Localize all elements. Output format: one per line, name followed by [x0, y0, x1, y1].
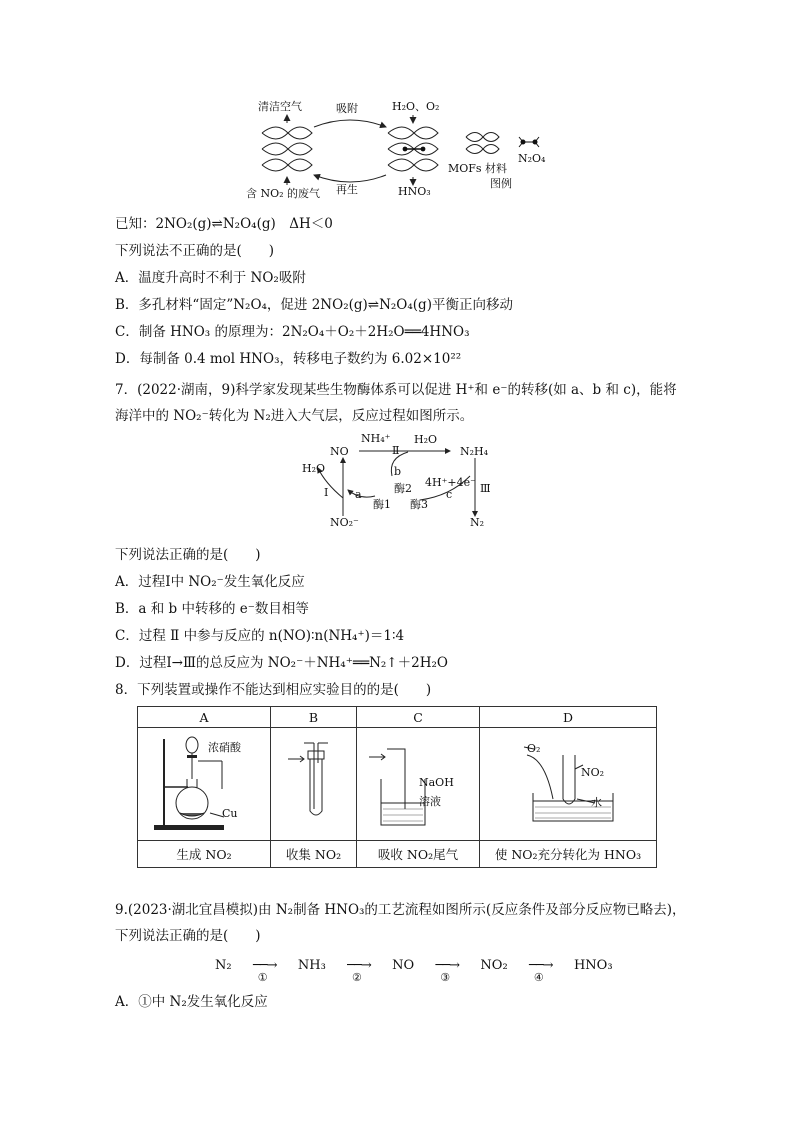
- label-solution: 溶液: [419, 795, 441, 808]
- label-o2: O₂: [527, 742, 541, 755]
- flow-step-4: ④: [533, 971, 544, 984]
- d-enzyme2: 酶2: [394, 482, 412, 495]
- q6-option-a: A．温度升高时不利于 NO₂吸附: [115, 270, 306, 286]
- mof-lattice-left: [262, 127, 312, 171]
- q7-option-d: D．过程Ⅰ→Ⅲ的总反应为 NO₂⁻＋NH₄⁺══N₂↑＋2H₂O: [115, 655, 448, 671]
- q9-line1: 9.(2023·湖北宜昌模拟)由 N₂制备 HNO₃的工艺流程如图所示(反应条件及部分反应物已略去)，: [115, 902, 686, 918]
- flow-arrow-1: ──→ ①: [252, 958, 277, 984]
- q8-figure-a: [138, 728, 271, 841]
- label-water: 水: [591, 796, 602, 809]
- q8-figure-c: [357, 728, 480, 841]
- d-III: Ⅲ: [480, 482, 491, 495]
- d-h-e: 4H⁺+4e⁻: [425, 476, 476, 489]
- label-h2o-o2: H₂O、O₂: [392, 100, 440, 113]
- q8-caption-b: 收集 NO₂: [271, 841, 357, 868]
- d-h2o-left: H₂O: [302, 462, 326, 475]
- q8-caption-a: 生成 NO₂: [138, 841, 271, 868]
- q7-option-c: C．过程 Ⅱ 中参与反应的 n(NO)∶n(NH₄⁺)＝1∶4: [115, 628, 405, 644]
- d-no: NO: [330, 445, 349, 458]
- q7-option-b: B．a 和 b 中转移的 e⁻数目相等: [115, 601, 309, 617]
- label-waste-gas: 含 NO₂ 的废气: [246, 187, 321, 200]
- q7-option-a: A．过程Ⅰ中 NO₂⁻发生氧化反应: [115, 574, 305, 590]
- label-legend: 图例: [490, 177, 512, 190]
- d-enzyme1: 酶1: [373, 498, 391, 511]
- flow-arrow-3: ──→ ③: [435, 958, 460, 984]
- q9-option-a: A．①中 N₂发生氧化反应: [115, 994, 268, 1010]
- apparatus-a-drawing: [140, 729, 268, 837]
- d-I: Ⅰ: [324, 486, 329, 499]
- q8-caption-c: 吸收 NO₂尾气: [357, 841, 480, 868]
- q6-option-c: C．制备 HNO₃ 的原理为：2N₂O₄＋O₂＋2H₂O══4HNO₃: [115, 324, 470, 340]
- flow-arrow-2: ──→ ②: [347, 958, 371, 984]
- label-naoh: NaOH: [419, 776, 454, 789]
- adsorb-arrow: [314, 120, 386, 127]
- flow-arrow-4: ──→ ④: [529, 958, 553, 984]
- d-c: c: [446, 488, 453, 501]
- d-b: b: [394, 465, 402, 478]
- legend-mof-icon: [466, 133, 499, 154]
- q7-line1: 7．(2022·湖南，9)科学家发现某些生物酶体系可以促进 H⁺和 e⁻的转移(如 a、b 和 c)，能将: [115, 382, 677, 398]
- label-n2o4: N₂O₄: [518, 152, 546, 165]
- d-enzyme3: 酶3: [410, 498, 428, 511]
- label-no2: NO₂: [581, 766, 605, 779]
- q7-stem: 下列说法正确的是( ): [115, 547, 261, 563]
- q6-option-d: D．每制备 0.4 mol HNO₃，转移电子数约为 6.02×10²²: [115, 351, 462, 367]
- legend-n2o4-icon: [519, 137, 539, 147]
- q6-known: 已知：2NO₂(g)⇌N₂O₄(g) ΔH＜0: [115, 216, 333, 232]
- d-a: a: [355, 488, 362, 501]
- n2o4-in-mof: [403, 147, 426, 152]
- flow-n2: N₂: [215, 958, 232, 973]
- label-conc-hno3: 浓硝酸: [208, 741, 241, 754]
- d-h2o-top: H₂O: [414, 433, 438, 446]
- q8-caption-d: 使 NO₂充分转化为 HNO₃: [480, 841, 657, 868]
- apparatus-b-drawing: [274, 729, 354, 837]
- q8-figure-b: [271, 728, 357, 841]
- q8-header-b: B: [271, 707, 357, 728]
- q9-line2: 下列说法正确的是( ): [115, 928, 261, 944]
- flow-hno3: HNO₃: [573, 958, 613, 973]
- d-II: Ⅱ: [392, 444, 400, 457]
- flow-nh3: NH₃: [297, 958, 326, 973]
- q8-header-c: C: [357, 707, 480, 728]
- q8-stem: 8．下列装置或操作不能达到相应实验目的的是( ): [115, 682, 432, 698]
- label-clean-air: 清洁空气: [258, 100, 302, 113]
- flow-step-1: ①: [257, 971, 268, 984]
- d-n2: N₂: [470, 516, 485, 529]
- label-cu: Cu: [222, 807, 238, 820]
- flow-step-3: ③: [440, 971, 451, 984]
- flow-step-2: ②: [351, 971, 362, 984]
- d-n2h4: N₂H₄: [460, 445, 489, 458]
- q6-stem: 下列说法不正确的是( ): [115, 243, 275, 259]
- apparatus-c-drawing: [359, 729, 477, 837]
- q6-option-b: B．多孔材料“固定”N₂O₄，促进 2NO₂(g)⇌N₂O₄(g)平衡正向移动: [115, 297, 513, 313]
- q8-table: [137, 706, 657, 868]
- label-mofs: MOFs 材料: [448, 162, 508, 175]
- flow-no2: NO₂: [480, 958, 508, 973]
- label-adsorb: 吸附: [336, 102, 358, 115]
- apparatus-d-drawing: [483, 729, 653, 837]
- q8-header-d: D: [480, 707, 657, 728]
- d-no2m: NO₂⁻: [330, 516, 359, 529]
- label-regen: 再生: [336, 183, 358, 196]
- flow-no: NO: [392, 958, 415, 973]
- label-hno3: HNO₃: [398, 185, 431, 198]
- d-nh4: NH₄⁺: [361, 432, 391, 445]
- q9-flow: [215, 958, 613, 984]
- q7-line2: 海洋中的 NO₂⁻转化为 N₂进入大气层，反应过程如图所示。: [115, 408, 474, 424]
- q8-figure-d: [480, 728, 657, 841]
- q8-header-a: A: [138, 707, 271, 728]
